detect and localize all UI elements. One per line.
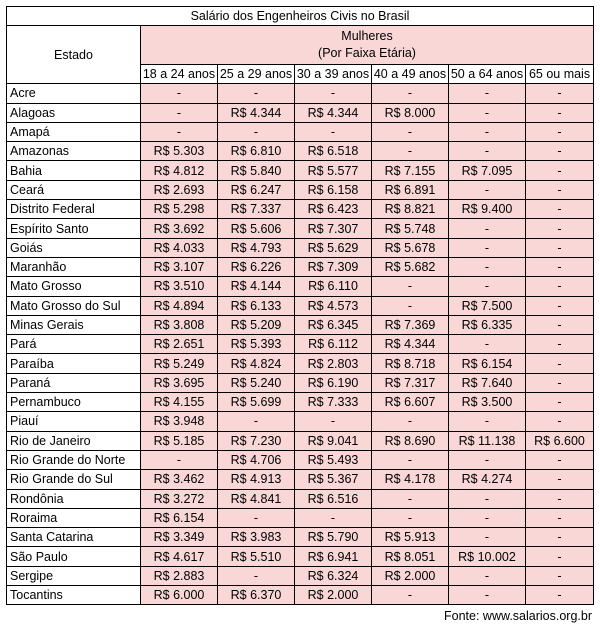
salary-cell: R$ 3.510 xyxy=(141,277,218,296)
salary-cell: R$ 8.821 xyxy=(372,200,449,219)
table-row xyxy=(7,335,594,354)
salary-cell: - xyxy=(449,180,526,199)
salary-cell: R$ 10.002 xyxy=(449,547,526,566)
salary-cell: - xyxy=(526,238,594,257)
salary-cell: R$ 6.158 xyxy=(295,180,372,199)
salary-cell: - xyxy=(526,508,594,527)
salary-cell: R$ 6.600 xyxy=(526,431,594,450)
salary-cell: - xyxy=(526,142,594,161)
salary-cell: - xyxy=(526,393,594,412)
state-name-cell: Bahia xyxy=(7,161,141,180)
salary-cell: R$ 7.369 xyxy=(372,315,449,334)
salary-cell: R$ 3.272 xyxy=(141,489,218,508)
salary-cell: R$ 2.651 xyxy=(141,335,218,354)
table-row xyxy=(7,296,594,315)
state-name-cell: Acre xyxy=(7,84,141,103)
salary-cell: R$ 2.000 xyxy=(295,586,372,605)
table-row xyxy=(7,180,594,199)
table-row xyxy=(7,277,594,296)
table-row xyxy=(7,412,594,431)
state-name-cell: Paraná xyxy=(7,373,141,392)
table-row xyxy=(7,84,594,103)
salary-cell: R$ 3.500 xyxy=(449,393,526,412)
salary-cell: - xyxy=(218,84,295,103)
table-row xyxy=(7,354,594,373)
table-row xyxy=(7,219,594,238)
salary-cell: - xyxy=(372,122,449,141)
salary-cell: - xyxy=(526,547,594,566)
salary-cell: - xyxy=(526,335,594,354)
salary-cell: - xyxy=(526,566,594,585)
table-row xyxy=(7,566,594,585)
salary-cell: - xyxy=(526,103,594,122)
salary-cell: - xyxy=(141,103,218,122)
salary-cell: - xyxy=(526,277,594,296)
state-name-cell: Amazonas xyxy=(7,142,141,161)
salary-cell: - xyxy=(449,219,526,238)
salary-cell: - xyxy=(295,122,372,141)
salary-cell: R$ 5.699 xyxy=(218,393,295,412)
state-name-cell: Rondônia xyxy=(7,489,141,508)
state-name-cell: São Paulo xyxy=(7,547,141,566)
salary-cell: R$ 6.891 xyxy=(372,180,449,199)
estado-header: Estado xyxy=(7,26,141,84)
salary-cell: R$ 4.344 xyxy=(218,103,295,122)
salary-cell: R$ 4.824 xyxy=(218,354,295,373)
table-row xyxy=(7,586,594,605)
state-name-cell: Rio Grande do Norte xyxy=(7,450,141,469)
salary-cell: - xyxy=(372,84,449,103)
salary-cell: - xyxy=(449,528,526,547)
salary-cell: R$ 5.913 xyxy=(372,528,449,547)
salary-cell: - xyxy=(526,296,594,315)
salary-cell: - xyxy=(449,566,526,585)
salary-cell: - xyxy=(372,142,449,161)
age-group-header: 50 a 64 anos xyxy=(449,65,526,84)
salary-cell: - xyxy=(449,103,526,122)
salary-cell: - xyxy=(449,489,526,508)
salary-cell: R$ 5.606 xyxy=(218,219,295,238)
salary-cell: - xyxy=(372,277,449,296)
age-group-header: 18 a 24 anos xyxy=(141,65,218,84)
salary-cell: - xyxy=(449,450,526,469)
table-row xyxy=(7,103,594,122)
salary-cell: - xyxy=(526,180,594,199)
salary-cell: - xyxy=(141,122,218,141)
salary-cell: - xyxy=(526,161,594,180)
salary-cell: - xyxy=(526,257,594,276)
salary-cell: R$ 6.607 xyxy=(372,393,449,412)
salary-table-container xyxy=(6,6,593,605)
salary-cell: R$ 6.133 xyxy=(218,296,295,315)
salary-cell: - xyxy=(141,84,218,103)
salary-cell: - xyxy=(295,84,372,103)
salary-cell: - xyxy=(526,84,594,103)
state-name-cell: Paraíba xyxy=(7,354,141,373)
table-title: Salário dos Engenheiros Civis no Brasil xyxy=(7,7,594,26)
table-row xyxy=(7,315,594,334)
salary-cell: R$ 7.500 xyxy=(449,296,526,315)
salary-cell: R$ 5.367 xyxy=(295,470,372,489)
table-row xyxy=(7,450,594,469)
salary-cell: R$ 5.510 xyxy=(218,547,295,566)
table-row xyxy=(7,200,594,219)
salary-cell: R$ 6.154 xyxy=(141,508,218,527)
salary-cell: R$ 8.000 xyxy=(372,103,449,122)
table-row xyxy=(7,547,594,566)
table-row xyxy=(7,431,594,450)
salary-cell: - xyxy=(449,508,526,527)
salary-cell: R$ 6.110 xyxy=(295,277,372,296)
salary-cell: R$ 4.617 xyxy=(141,547,218,566)
salary-cell: - xyxy=(526,412,594,431)
state-name-cell: Tocantins xyxy=(7,586,141,605)
salary-cell: R$ 5.629 xyxy=(295,238,372,257)
state-name-cell: Pará xyxy=(7,335,141,354)
salary-cell: - xyxy=(449,277,526,296)
salary-cell: R$ 4.913 xyxy=(218,470,295,489)
salary-cell: R$ 6.000 xyxy=(141,586,218,605)
salary-cell: R$ 6.247 xyxy=(218,180,295,199)
salary-cell: R$ 5.298 xyxy=(141,200,218,219)
salary-cell: R$ 5.393 xyxy=(218,335,295,354)
state-name-cell: Minas Gerais xyxy=(7,315,141,334)
salary-cell: R$ 9.400 xyxy=(449,200,526,219)
salary-cell: R$ 6.335 xyxy=(449,315,526,334)
salary-cell: - xyxy=(372,586,449,605)
table-row xyxy=(7,142,594,161)
salary-cell: - xyxy=(449,412,526,431)
salary-cell: R$ 4.573 xyxy=(295,296,372,315)
salary-cell: - xyxy=(526,373,594,392)
salary-cell: - xyxy=(526,200,594,219)
salary-cell: - xyxy=(372,412,449,431)
salary-cell: - xyxy=(449,122,526,141)
salary-cell: R$ 3.349 xyxy=(141,528,218,547)
salary-cell: R$ 5.748 xyxy=(372,219,449,238)
state-name-cell: Ceará xyxy=(7,180,141,199)
salary-cell: R$ 4.793 xyxy=(218,238,295,257)
group-header-line2: (Por Faixa Etária) xyxy=(318,46,416,60)
salary-cell: R$ 5.493 xyxy=(295,450,372,469)
salary-cell: - xyxy=(449,238,526,257)
salary-cell: R$ 6.190 xyxy=(295,373,372,392)
salary-cell: R$ 7.095 xyxy=(449,161,526,180)
state-name-cell: Rio de Janeiro xyxy=(7,431,141,450)
salary-cell: R$ 7.333 xyxy=(295,393,372,412)
salary-cell: - xyxy=(218,508,295,527)
salary-cell: R$ 5.240 xyxy=(218,373,295,392)
age-group-header: 30 a 39 anos xyxy=(295,65,372,84)
state-name-cell: Amapá xyxy=(7,122,141,141)
salary-cell: - xyxy=(218,566,295,585)
group-header-line1: Mulheres xyxy=(341,29,393,43)
state-name-cell: Goiás xyxy=(7,238,141,257)
salary-cell: R$ 5.185 xyxy=(141,431,218,450)
salary-cell: R$ 8.690 xyxy=(372,431,449,450)
table-row xyxy=(7,161,594,180)
table-row xyxy=(7,528,594,547)
salary-cell: R$ 11.138 xyxy=(449,431,526,450)
salary-cell: - xyxy=(218,412,295,431)
state-name-cell: Piauí xyxy=(7,412,141,431)
salary-cell: R$ 7.317 xyxy=(372,373,449,392)
salary-cell: R$ 3.462 xyxy=(141,470,218,489)
salary-cell: R$ 4.841 xyxy=(218,489,295,508)
salary-cell: - xyxy=(526,122,594,141)
table-row xyxy=(7,238,594,257)
salary-cell: R$ 6.423 xyxy=(295,200,372,219)
state-name-cell: Distrito Federal xyxy=(7,200,141,219)
salary-cell: - xyxy=(526,354,594,373)
salary-cell: - xyxy=(372,508,449,527)
salary-cell: - xyxy=(449,142,526,161)
salary-cell: R$ 5.249 xyxy=(141,354,218,373)
salary-cell: R$ 5.790 xyxy=(295,528,372,547)
salary-cell: R$ 3.695 xyxy=(141,373,218,392)
salary-cell: R$ 6.226 xyxy=(218,257,295,276)
salary-cell: R$ 4.344 xyxy=(295,103,372,122)
salary-cell: R$ 5.577 xyxy=(295,161,372,180)
table-row xyxy=(7,489,594,508)
salary-cell: R$ 4.178 xyxy=(372,470,449,489)
salary-cell: - xyxy=(449,257,526,276)
salary-cell: - xyxy=(372,450,449,469)
age-group-header: 25 a 29 anos xyxy=(218,65,295,84)
salary-cell: R$ 8.051 xyxy=(372,547,449,566)
salary-cell: - xyxy=(372,296,449,315)
salary-cell: - xyxy=(526,489,594,508)
salary-cell: R$ 4.274 xyxy=(449,470,526,489)
state-name-cell: Maranhão xyxy=(7,257,141,276)
salary-cell: R$ 5.682 xyxy=(372,257,449,276)
state-name-cell: Sergipe xyxy=(7,566,141,585)
state-name-cell: Roraima xyxy=(7,508,141,527)
salary-cell: R$ 4.812 xyxy=(141,161,218,180)
salary-cell: R$ 6.112 xyxy=(295,335,372,354)
table-row xyxy=(7,122,594,141)
salary-cell: R$ 5.678 xyxy=(372,238,449,257)
salary-cell: R$ 6.345 xyxy=(295,315,372,334)
salary-cell: R$ 7.337 xyxy=(218,200,295,219)
age-group-header: 40 a 49 anos xyxy=(372,65,449,84)
table-row xyxy=(7,373,594,392)
salary-cell: R$ 4.155 xyxy=(141,393,218,412)
salary-cell: - xyxy=(449,586,526,605)
group-header xyxy=(141,26,594,65)
table-row xyxy=(7,508,594,527)
table-body xyxy=(7,84,594,605)
salary-cell: R$ 2.000 xyxy=(372,566,449,585)
salary-cell: R$ 2.803 xyxy=(295,354,372,373)
salary-cell: R$ 6.516 xyxy=(295,489,372,508)
salary-cell: R$ 6.370 xyxy=(218,586,295,605)
salary-cell: R$ 3.107 xyxy=(141,257,218,276)
salary-cell: R$ 3.983 xyxy=(218,528,295,547)
salary-cell: - xyxy=(526,528,594,547)
salary-cell: R$ 3.948 xyxy=(141,412,218,431)
salary-cell: R$ 4.706 xyxy=(218,450,295,469)
salary-cell: R$ 9.041 xyxy=(295,431,372,450)
salary-cell: R$ 4.033 xyxy=(141,238,218,257)
salary-cell: - xyxy=(526,315,594,334)
salary-cell: R$ 3.692 xyxy=(141,219,218,238)
salary-cell: R$ 6.324 xyxy=(295,566,372,585)
table-row xyxy=(7,393,594,412)
salary-cell: R$ 5.303 xyxy=(141,142,218,161)
salary-cell: R$ 8.718 xyxy=(372,354,449,373)
salary-cell: R$ 7.307 xyxy=(295,219,372,238)
state-name-cell: Alagoas xyxy=(7,103,141,122)
age-group-header: 65 ou mais xyxy=(526,65,594,84)
source-note: Fonte: www.salarios.org.br xyxy=(444,609,592,623)
salary-cell: R$ 7.155 xyxy=(372,161,449,180)
table-row xyxy=(7,257,594,276)
salary-cell: - xyxy=(526,450,594,469)
salary-cell: R$ 6.518 xyxy=(295,142,372,161)
salary-cell: R$ 3.808 xyxy=(141,315,218,334)
salary-cell: R$ 5.209 xyxy=(218,315,295,334)
salary-cell: R$ 4.894 xyxy=(141,296,218,315)
salary-cell: R$ 2.883 xyxy=(141,566,218,585)
salary-cell: R$ 6.941 xyxy=(295,547,372,566)
salary-cell: - xyxy=(218,122,295,141)
state-name-cell: Mato Grosso do Sul xyxy=(7,296,141,315)
salary-cell: - xyxy=(526,586,594,605)
salary-cell: - xyxy=(295,508,372,527)
salary-table xyxy=(6,6,594,605)
salary-cell: R$ 4.144 xyxy=(218,277,295,296)
salary-cell: - xyxy=(141,450,218,469)
salary-cell: - xyxy=(449,335,526,354)
table-row xyxy=(7,470,594,489)
salary-cell: R$ 4.344 xyxy=(372,335,449,354)
salary-cell: - xyxy=(295,412,372,431)
state-name-cell: Mato Grosso xyxy=(7,277,141,296)
salary-cell: R$ 7.309 xyxy=(295,257,372,276)
salary-cell: R$ 2.693 xyxy=(141,180,218,199)
salary-cell: R$ 6.154 xyxy=(449,354,526,373)
salary-cell: R$ 7.230 xyxy=(218,431,295,450)
salary-cell: - xyxy=(372,489,449,508)
salary-cell: - xyxy=(449,84,526,103)
state-name-cell: Rio Grande do Sul xyxy=(7,470,141,489)
state-name-cell: Santa Catarina xyxy=(7,528,141,547)
salary-cell: R$ 7.640 xyxy=(449,373,526,392)
salary-cell: - xyxy=(526,219,594,238)
salary-cell: - xyxy=(526,470,594,489)
salary-cell: R$ 5.840 xyxy=(218,161,295,180)
state-name-cell: Pernambuco xyxy=(7,393,141,412)
salary-cell: R$ 6.810 xyxy=(218,142,295,161)
state-name-cell: Espírito Santo xyxy=(7,219,141,238)
